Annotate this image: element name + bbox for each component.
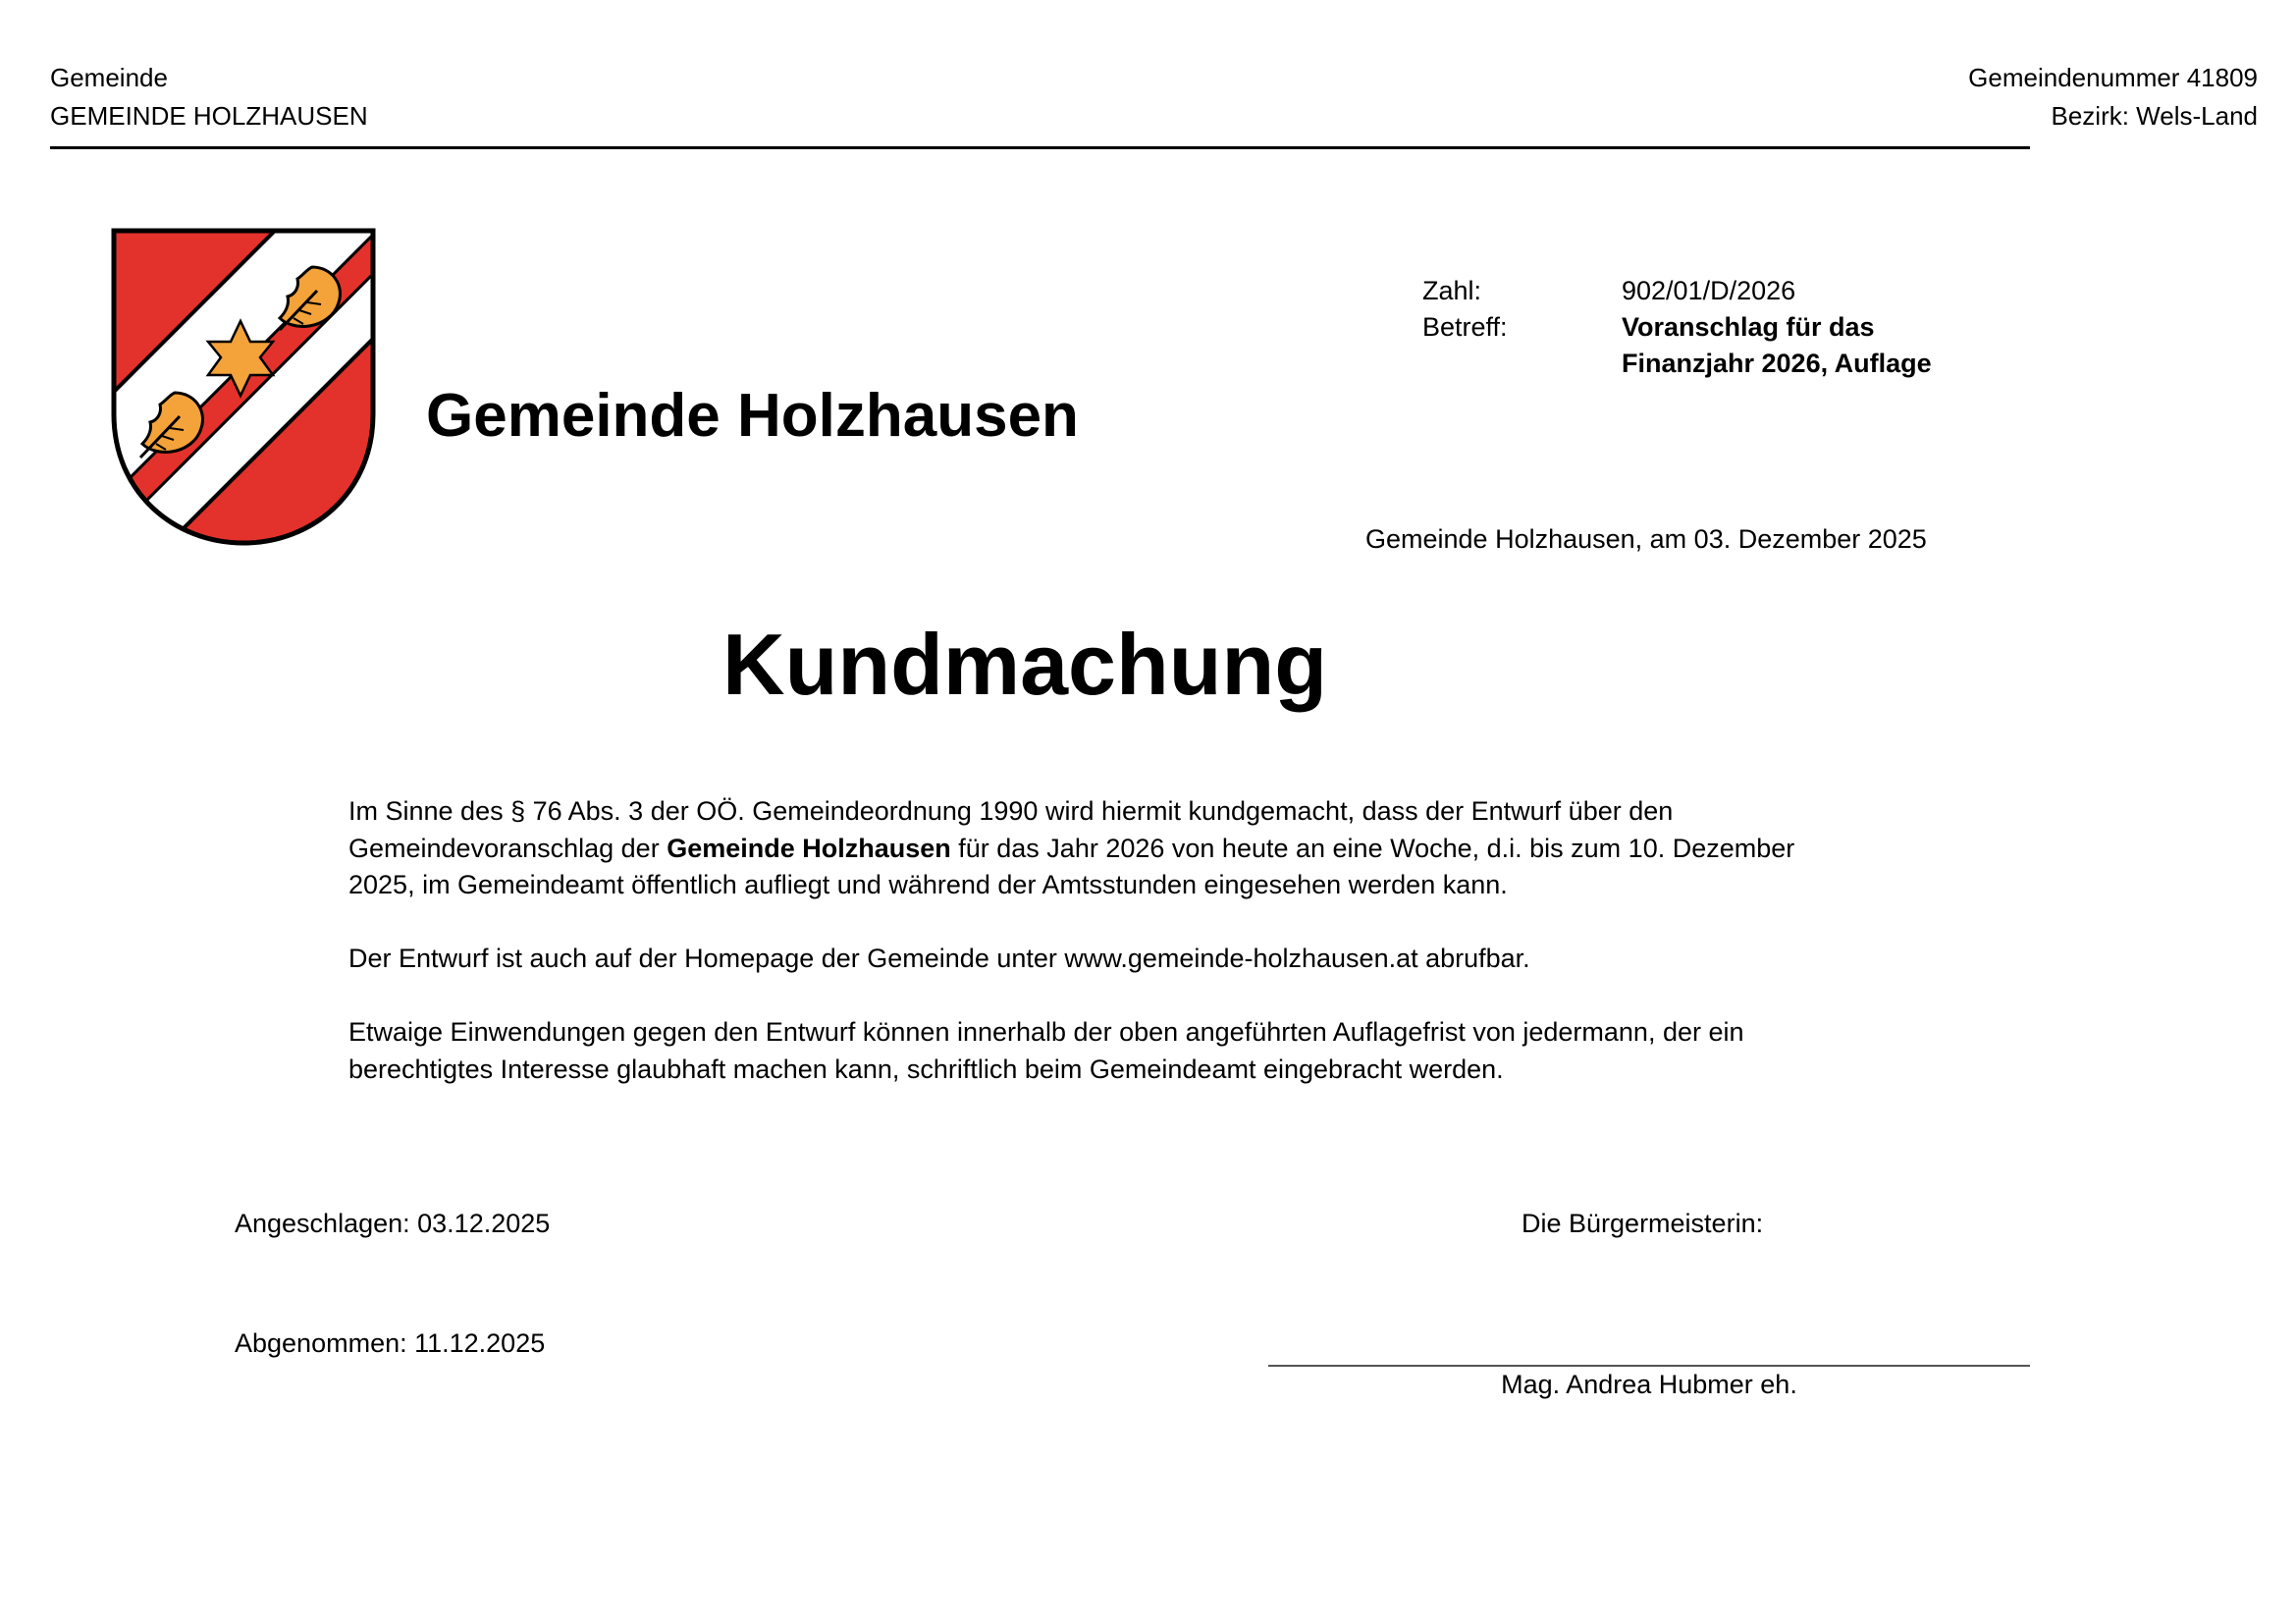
header-municipality-name: GEMEINDE HOLZHAUSEN: [50, 101, 368, 131]
subject-label: Betreff:: [1422, 312, 1508, 342]
organization-name: Gemeinde Holzhausen: [426, 382, 1079, 450]
reference-number-value: 902/01/D/2026: [1622, 276, 1796, 305]
document-title: Kundmachung: [722, 616, 1327, 713]
header-rule: [50, 146, 2030, 149]
reference-number-label: Zahl:: [1422, 276, 1482, 305]
subject-line-1: Voranschlag für das: [1622, 312, 1875, 342]
header-municipality-number: Gemeindenummer 41809: [1968, 63, 2258, 92]
header-municipality-label: Gemeinde: [50, 63, 168, 92]
body-paragraph-1-bold: Gemeinde Holzhausen: [667, 833, 951, 863]
announcement-body: [348, 793, 1821, 1125]
header-district: Bezirk: Wels-Land: [2051, 101, 2258, 131]
removed-date: Abgenommen: 11.12.2025: [235, 1328, 546, 1358]
signer-title: Die Bürgermeisterin:: [1522, 1209, 1764, 1238]
coat-of-arms-icon: [111, 228, 376, 546]
body-paragraph-1-start: Im Sinne des § 76 Abs. 3 der OÖ. Gemeindeordnung 1990 wird hiermit kundgemacht, dass der Entwurf über den Gemeindevoranschlag der: [348, 796, 1674, 863]
body-paragraph-1-end: für das Jahr 2026 von heute an eine Woche, d.i. bis zum 10. Dezember 2025, im Gemeindeamt öffentlich aufliegt und während der Amtsstunden eingesehen werden kann.: [348, 833, 1795, 899]
body-paragraph-2: Der Entwurf ist auch auf der Homepage der Gemeinde unter www.gemeinde-holzhausen.at abrufbar.: [348, 944, 1530, 973]
posted-date: Angeschlagen: 03.12.2025: [235, 1209, 551, 1238]
date-line: Gemeinde Holzhausen, am 03. Dezember 2025: [1365, 524, 1927, 554]
signer-name: Mag. Andrea Hubmer eh.: [1501, 1370, 1797, 1399]
body-paragraph-3: Etwaige Einwendungen gegen den Entwurf können innerhalb der oben angeführten Auflagefrist von jedermann, der ein berechtigtes Interesse glaubhaft machen kann, schriftlich beim Gemeindeamt eingebracht werden.: [348, 1017, 1744, 1084]
subject-line-2: Finanzjahr 2026, Auflage: [1622, 349, 1932, 378]
body-paragraph-1: [348, 793, 1821, 904]
